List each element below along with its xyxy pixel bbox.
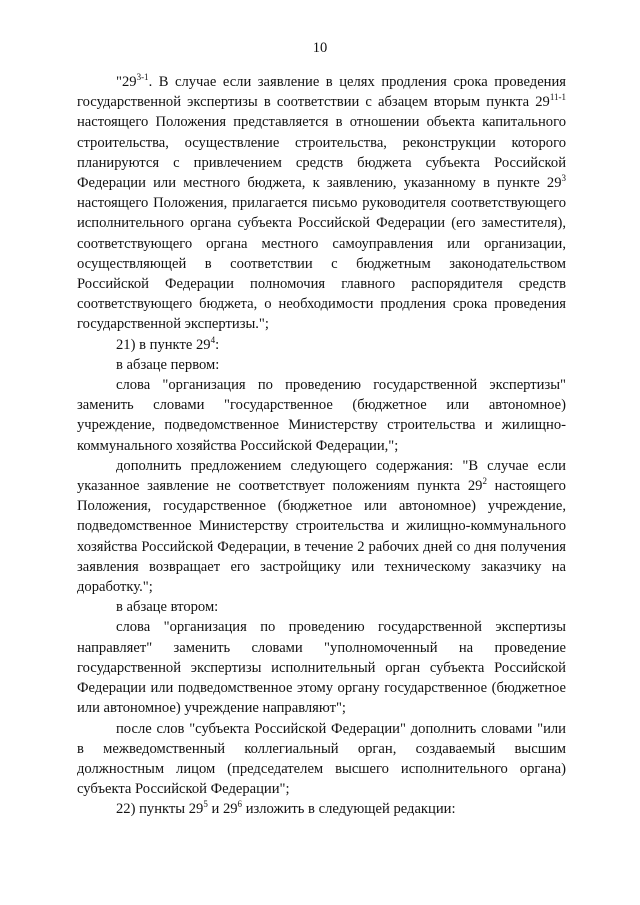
text-run: . В случае если заявление в целях продления срока проведения государственной экспертизы в соответствии с абзацем вторым пункта 29 bbox=[77, 74, 566, 111]
text-run: настоящего Положения представляется в отношении объекта капитального строительства, осуществление строительства, реконструкции которого планируются с привлечением средств бюджета субъекта Российской Федерации или местного бюджета, к заявлению, указанному в пункте 29 bbox=[77, 114, 566, 192]
text-run: 22) пункты 29 bbox=[116, 801, 204, 818]
text-run: настоящего Положения, государственное (бюджетное или автономное) учреждение, подведомственное Министерству строительства и жилищно-коммунального хозяйства Российской Федерации, в течение 2 рабочих дней со дня получения заявления возвращает его застройщику или техническому заказчику на доработку."; bbox=[77, 478, 566, 596]
text-run: и 29 bbox=[207, 801, 238, 818]
paragraph bbox=[77, 719, 566, 800]
superscript: 11-1 bbox=[549, 92, 566, 103]
text-run: после слов "субъекта Российской Федерации" дополнить словами "или в межведомственный коллегиальный орган, создаваемый высшим должностным лицом (председателем высшего исполнительного органа) субъекта Российской Федерации"; bbox=[77, 720, 566, 798]
paragraph bbox=[77, 375, 566, 456]
text-run: в абзаце первом: bbox=[116, 356, 220, 373]
paragraph bbox=[77, 456, 566, 597]
paragraph bbox=[77, 617, 566, 718]
paragraph bbox=[77, 597, 566, 617]
paragraph bbox=[77, 355, 566, 375]
text-run: в абзаце втором: bbox=[116, 599, 219, 616]
paragraph bbox=[77, 335, 566, 355]
text-run: настоящего Положения, прилагается письмо руководителя соответствующего исполнительного органа субъекта Российской Федерации (его заместителя), соответствующего органа местного самоуправления или организации, осуществляющей в соответствии с бюджетным законодательством Российской Федерации полномочия главного распорядителя средств соответствующего бюджета, о необходимости продления срока проведения государственной экспертизы."; bbox=[77, 195, 566, 333]
superscript: 4 bbox=[210, 334, 216, 345]
superscript: 2 bbox=[482, 476, 487, 487]
paragraph bbox=[77, 72, 566, 335]
superscript: 3-1 bbox=[136, 72, 149, 83]
text-run: слова "организация по проведению государственной экспертизы направляет" заменить словами "уполномоченный на проведение государственной экспертизы исполнительный орган субъекта Российской Федерации или подведомственное этому органу государственное (бюджетное или автономное) учреждение направляют"; bbox=[77, 619, 566, 717]
superscript: 3 bbox=[561, 173, 566, 184]
text-run: изложить в следующей редакции: bbox=[242, 801, 456, 818]
text-run: 21) в пункте 29 bbox=[116, 336, 211, 353]
superscript: 6 bbox=[237, 799, 243, 810]
text-run: : bbox=[215, 336, 220, 353]
text-run: слова "организация по проведению государственной экспертизы" заменить словами "государственное (бюджетное или автономное) учреждение, подведомственное Министерству строительства и жилищно-коммунального хозяйства Российской Федерации,"; bbox=[77, 377, 566, 454]
document-body bbox=[77, 72, 566, 820]
text-run: дополнить предложением следующего содержания: "В случае если указанное заявление не соответствует положениям пункта 29 bbox=[77, 457, 566, 495]
page-number: 10 bbox=[312, 40, 328, 56]
text-run: "29 bbox=[116, 74, 137, 90]
superscript: 5 bbox=[203, 799, 208, 810]
paragraph bbox=[77, 799, 566, 819]
